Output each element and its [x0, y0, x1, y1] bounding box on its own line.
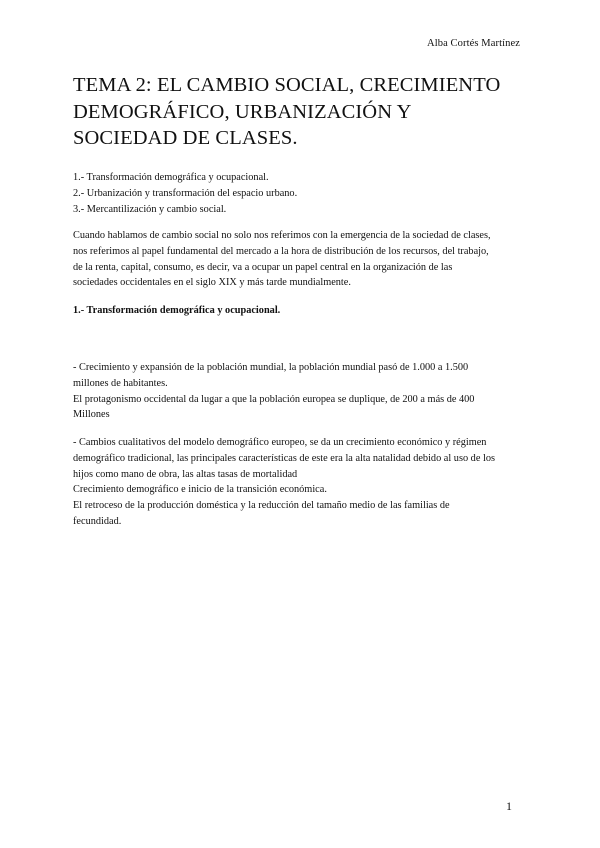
toc-item: 1.- Transformación demográfica y ocupacional.: [73, 172, 269, 183]
text-line: - Crecimiento y expansión de la población mundial, la población mundial pasó de 1.000 a 1.500: [73, 362, 469, 373]
text-line: Crecimiento demográfico e inicio de la transición económica.: [73, 484, 327, 496]
text-line: El retroceso de la producción doméstica y la reducción del tamaño medio de las familias de: [73, 500, 450, 512]
text-line: nos referimos al papel fundamental del mercado a la hora de distribución de los recursos, del trabajo,: [73, 245, 489, 257]
title-line: SOCIEDAD DE CLASES.: [73, 127, 298, 149]
text-line: - Cambios cualitativos del modelo demográfico europeo, se da un crecimiento económico y régimen: [73, 437, 487, 448]
text-line: de la renta, capital, consumo, es decir, va a ocupar un papel central en la organización de las: [73, 261, 453, 273]
text-line: Cuando hablamos de cambio social no solo nos referimos con la emergencia de la sociedad de clases,: [73, 230, 491, 241]
table-of-contents: [73, 170, 533, 217]
text-line: Millones: [73, 409, 110, 421]
title-line: DEMOGRÁFICO, URBANIZACIÓN Y: [73, 100, 412, 123]
toc-item: 3.- Mercantilización y cambio social.: [73, 203, 227, 215]
demographic-change-paragraph: [73, 435, 533, 530]
author-name: Alba Cortés Martínez: [427, 38, 520, 49]
population-growth-paragraph: [73, 360, 533, 423]
text-line: sociedades occidentales en el siglo XIX y más tarde mundialmente.: [73, 277, 351, 289]
text-line: hijos como mano de obra, las altas tasas de mortalidad: [73, 468, 298, 480]
text-line: fecundidad.: [73, 515, 122, 527]
document-title: [73, 72, 533, 152]
text-line: millones de habitantes.: [73, 377, 168, 389]
section-heading: 1.- Transformación demográfica y ocupacional.: [73, 305, 281, 316]
text-line: El protagonismo occidental da lugar a que la población europea se duplique, de 200 a más de 400: [73, 393, 475, 405]
page-number: 1: [506, 799, 512, 813]
text-line: demográfico tradicional, las principales características de este era la alta natalidad debido al uso de los: [73, 452, 495, 464]
intro-paragraph: [73, 228, 533, 291]
title-line: TEMA 2: EL CAMBIO SOCIAL, CRECIMIENTO: [73, 74, 501, 96]
toc-item: 2.- Urbanización y transformación del espacio urbano.: [73, 187, 298, 199]
